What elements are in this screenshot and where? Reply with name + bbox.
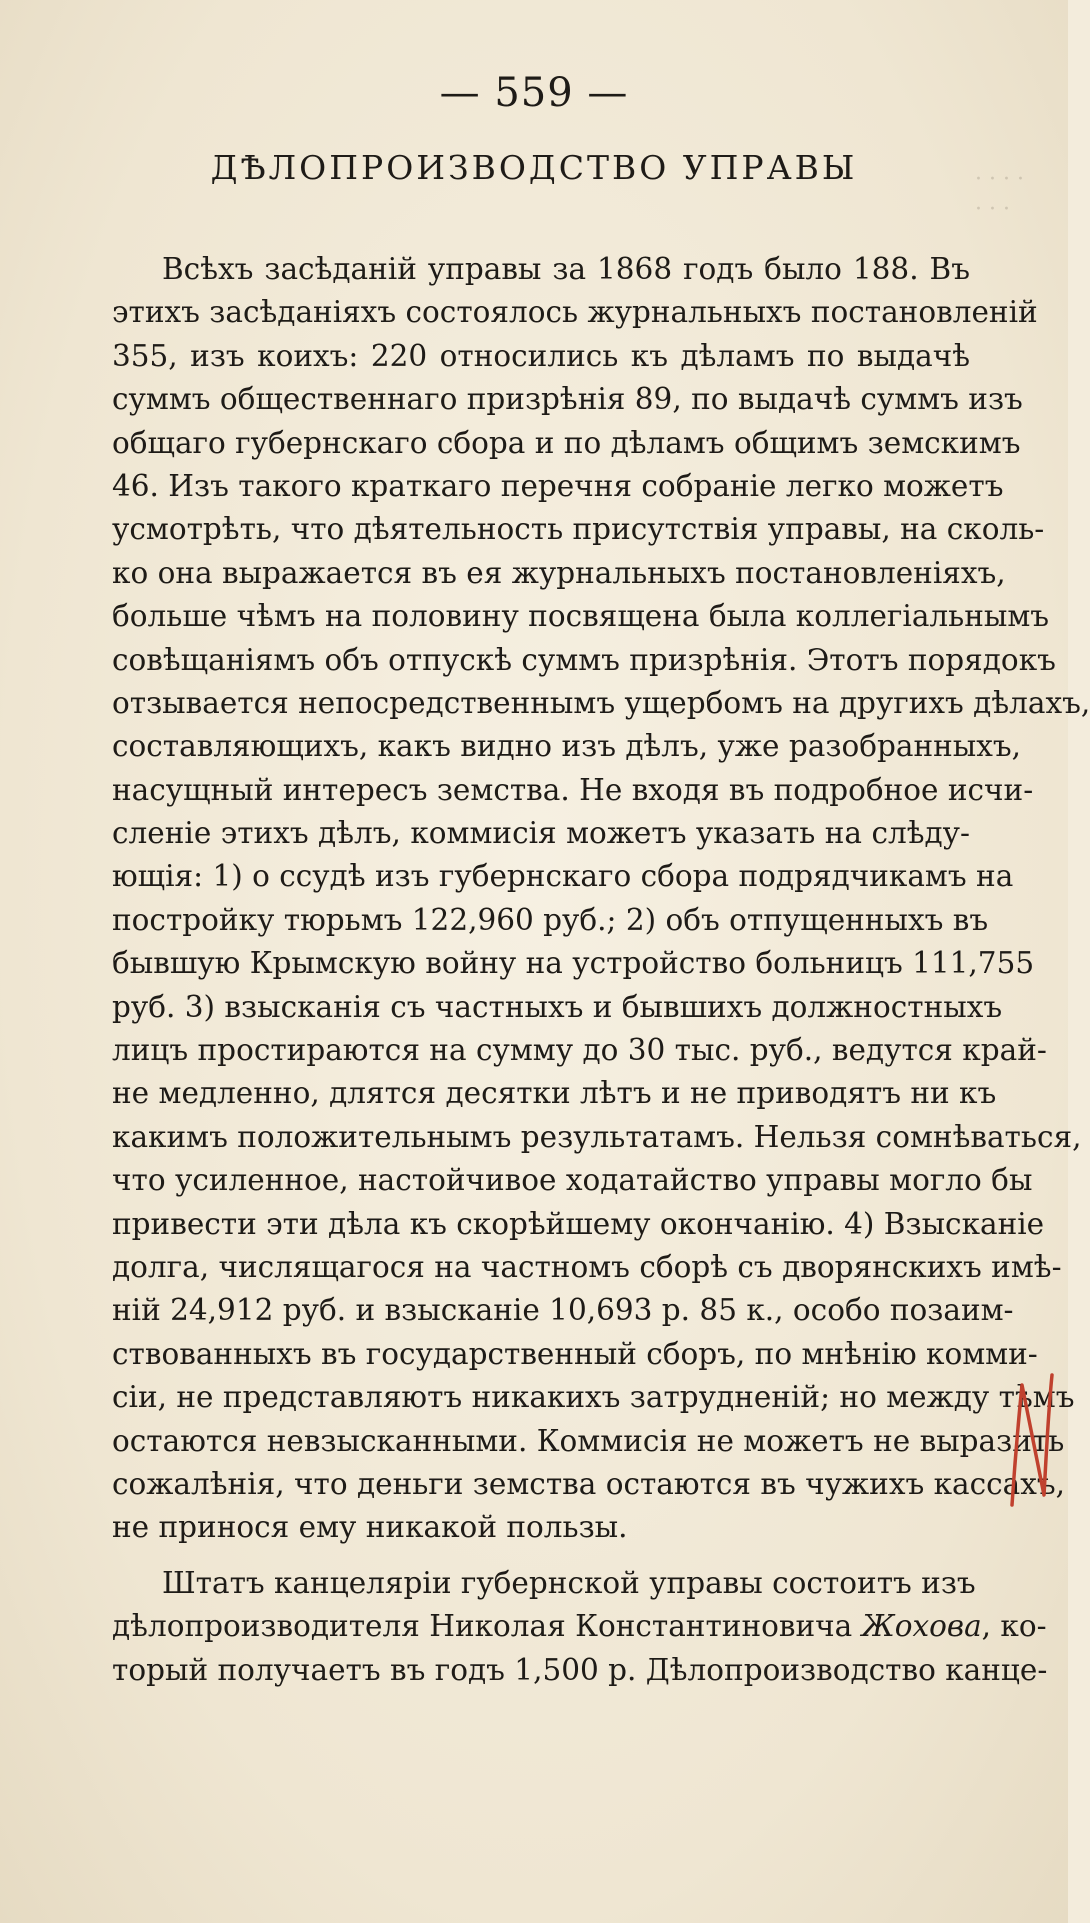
section-heading: ДѢЛОПРОИЗВОДСТВО УПРАВЫ	[210, 148, 858, 187]
text-line-with-name	[112, 1605, 1047, 1648]
text-line: составляющихъ, какъ видно изъ дѣлъ, уже разобранныхъ,	[112, 729, 1022, 764]
text-line: ющія: 1) о ссудѣ изъ губернскаго сбора подрядчикамъ на	[112, 859, 1014, 894]
bleed-line: · · ·	[975, 197, 1010, 222]
text-line: ній 24,912 руб. и взысканіе 10,693 р. 85 к., особо позаим-	[112, 1293, 1014, 1328]
text-line: что усиленное, настойчивое ходатайство управы могло бы	[112, 1163, 1033, 1198]
text-line: сленіе этихъ дѣлъ, коммисія можетъ указать на слѣду-	[112, 816, 970, 851]
text-line: лицъ простираются на сумму до 30 тыс. руб., ведутся край-	[112, 1033, 1047, 1068]
text-line: совѣщаніямъ объ отпускѣ суммъ призрѣнія. Этотъ порядокъ	[112, 642, 1056, 677]
text-run: , ко-	[981, 1609, 1047, 1644]
text-line: сожалѣнія, что деньги земства остаются въ чужихъ кассахъ,	[112, 1466, 1066, 1501]
text-line: Штатъ канцеляріи губернской управы состоитъ изъ	[162, 1565, 976, 1600]
bleed-line: · · · ·	[975, 167, 1024, 192]
text-line: 355, изъ коихъ: 220 относились къ дѣламъ по выдачѣ	[112, 338, 970, 373]
text-line: 46. Изъ такого краткаго перечня собраніе легко можетъ	[112, 468, 1004, 503]
body-text	[112, 248, 1090, 1692]
text-line: больше чѣмъ на половину посвящена была коллегіальнымъ	[112, 599, 1050, 634]
text-line: постройку тюрьмъ 122,960 руб.; 2) объ отпущенныхъ въ	[112, 902, 989, 937]
text-line: этихъ засѣданіяхъ состоялось журнальныхъ постановленій	[112, 295, 1038, 330]
text-run: дѣлопроизводителя Николая Константиновича	[112, 1609, 862, 1644]
person-surname: Жохова	[861, 1609, 982, 1644]
text-line: не принося ему никакой пользы.	[112, 1510, 628, 1545]
text-line: общаго губернскаго сбора и по дѣламъ общимъ земскимъ	[112, 425, 1021, 460]
text-line: отзывается непосредственнымъ ущербомъ на другихъ дѣлахъ,	[112, 685, 1090, 720]
text-line: сіи, не представляютъ никакихъ затрудненій; но между тѣмъ	[112, 1380, 1075, 1415]
text-line: остаются невзысканными. Коммисія не можетъ не выразить	[112, 1423, 1065, 1458]
text-line: суммъ общественнаго призрѣнія 89, по выдачѣ суммъ изъ	[112, 382, 1023, 417]
text-line: усмотрѣть, что дѣятельность присутствія управы, на сколь-	[112, 512, 1045, 547]
text-line: торый получаетъ въ годъ 1,500 р. Дѣлопроизводство канце-	[112, 1652, 1048, 1687]
text-line: какимъ положительнымъ результатамъ. Нельзя сомнѣваться,	[112, 1119, 1082, 1154]
text-line: руб. 3) взысканія съ частныхъ и бывшихъ должностныхъ	[112, 989, 1003, 1024]
text-line: привести эти дѣла къ скорѣйшему окончанію. 4) Взысканіе	[112, 1206, 1045, 1241]
text-line: не медленно, длятся десятки лѣтъ и не приводятъ ни къ	[112, 1076, 997, 1111]
red-pencil-stroke	[1012, 1375, 1052, 1505]
handwritten-margin-mark	[1000, 1365, 1060, 1515]
text-line: насущный интересъ земства. Не входя въ подробное исчи-	[112, 772, 1034, 807]
text-line: долга, числящагося на частномъ сборѣ съ дворянскихъ имѣ-	[112, 1249, 1062, 1284]
text-line: Всѣхъ засѣданій управы за 1868 годъ было 188. Въ	[162, 252, 970, 286]
text-line: ствованныхъ въ государственный сборъ, по мнѣнію комми-	[112, 1336, 1038, 1371]
page-number: — 559 —	[439, 70, 629, 116]
text-line: бывшую Крымскую войну на устройство больницъ 111,755	[112, 946, 1035, 981]
text-line: ко она выражается въ ея журнальныхъ постановленіяхъ,	[112, 555, 1006, 590]
